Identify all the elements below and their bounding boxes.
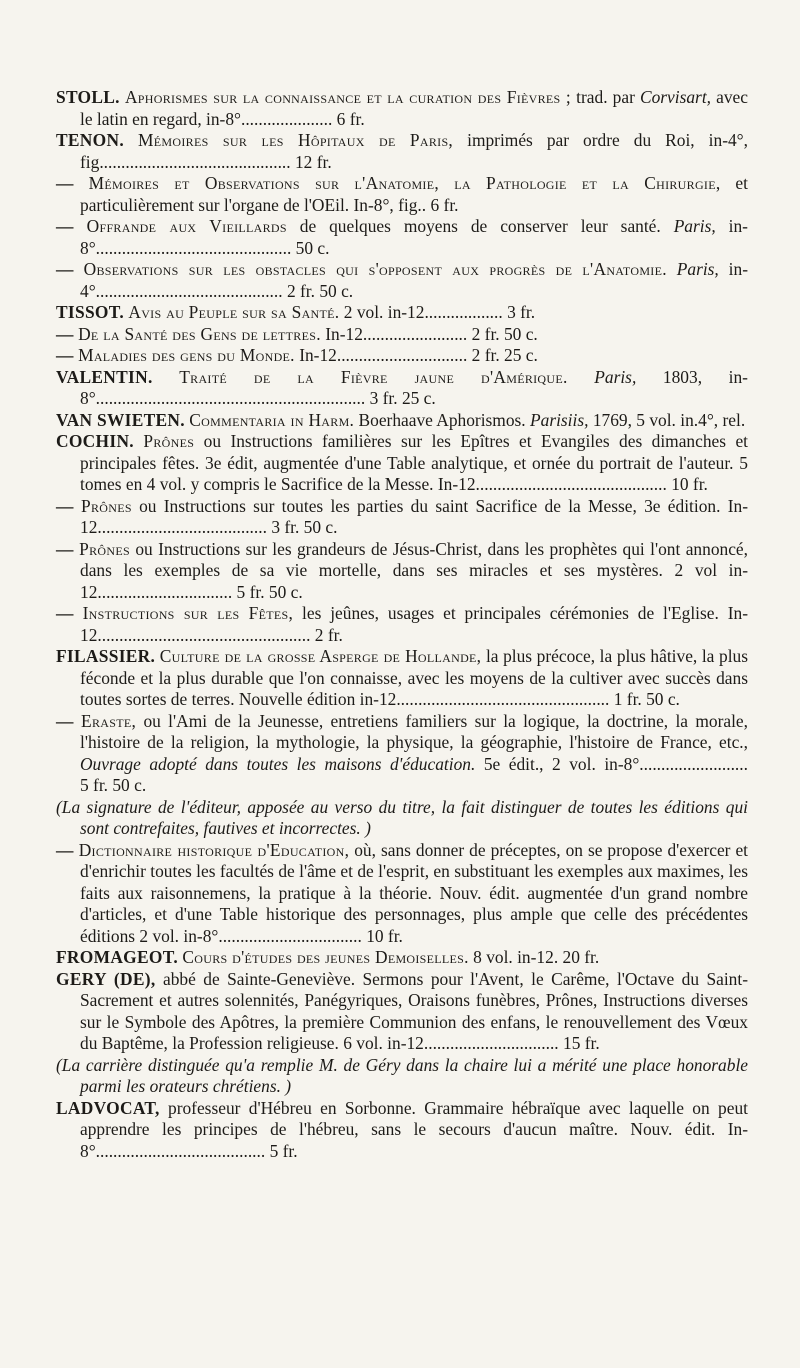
entry-title: Prônes xyxy=(79,538,130,559)
entry-author: TISSOT. xyxy=(56,302,124,322)
entry-price: 10 fr. xyxy=(366,925,403,946)
entry-price: 3 fr. xyxy=(507,302,536,322)
catalogue-entry xyxy=(56,324,748,346)
catalogue-entry xyxy=(56,711,748,797)
entry-title: Mémoires et Observations sur l'Anatomie, la Pathologie et la Chirurgie, xyxy=(88,173,721,193)
entry-text: imprimés par ordre du Roi, in-4°, fig............................................ xyxy=(80,130,748,172)
entry-italic: Ouvrage adopté dans toutes les maisons d'éducation. xyxy=(80,753,476,774)
entry-author: STOLL. xyxy=(56,87,120,107)
entry-text: de quelques moyens de conserver leur santé. xyxy=(299,216,674,236)
entry-title: Eraste, xyxy=(81,710,137,731)
entry-price: 10 fr. xyxy=(671,474,708,494)
entry-title: Culture de la grosse Asperge de Hollande, xyxy=(159,646,482,666)
entry-price: 5 fr. xyxy=(269,1140,298,1161)
entry-text: la plus précoce, la plus hâtive, la plus féconde et la plus durable que l'on connaisse, avec les moyens de la cultiver avec succès dans toutes sortes de terres. Nouvelle édition in-12................................................. xyxy=(80,646,748,709)
entry-title: Observations sur les obstacles qui s'opposent aux progrès de l'Anatomie. xyxy=(83,259,667,279)
entry-title: Instructions sur les Fêtes, xyxy=(82,603,294,623)
entry-title: Maladies des gens du Monde. xyxy=(78,345,295,365)
entry-text: ou l'Ami de la Jeunesse, entretiens familiers sur la logique, la doctrine, la morale, l'histoire de la religion, la mythologie, la physique, la géographie, l'histoire de France, etc., xyxy=(80,710,748,752)
entry-price: 2 fr. 50 c. xyxy=(286,280,354,301)
entry-title: Traité de la Fièvre jaune d'Amérique. xyxy=(179,366,568,387)
entry-price: 5 fr. 50 c. xyxy=(236,581,303,602)
entry-author: — xyxy=(56,216,74,236)
catalogue-entry xyxy=(56,345,748,367)
entry-title: Commentaria in Harm. xyxy=(189,409,355,430)
entry-text: In-12.............................. xyxy=(299,345,468,365)
entry-author: FILASSIER. xyxy=(56,646,156,666)
catalogue-entry xyxy=(56,130,748,173)
entry-text: 8 vol. in-12. xyxy=(468,947,559,967)
entry-text: ou Instructions sur toutes les parties du saint Sacrifice de la Messe, 3e édition. In-12....................................... xyxy=(80,495,748,537)
catalogue-entry xyxy=(56,87,748,130)
entry-author: — xyxy=(56,495,74,516)
entry-title: Aphorismes sur la connaissance et la curation des Fièvres ; xyxy=(124,87,572,107)
entry-author: VALENTIN. xyxy=(56,366,153,387)
entry-title: Prônes xyxy=(143,431,195,451)
entry-text: 5e édit., 2 vol. in-8°......................... xyxy=(475,753,748,774)
entry-price: 6 fr. xyxy=(430,194,459,215)
note-text: (La signature de l'éditeur, apposée au verso du titre, la fait distinguer de toutes les éditions qui sont contrefaites, fautives et incorrectes. ) xyxy=(56,796,748,838)
note-text: (La carrière distinguée qu'a remplie M. de Géry dans la chaire lui a mérité une place honorable parmi les orateurs chrétiens. ) xyxy=(56,1054,748,1096)
entry-author: — xyxy=(56,538,74,559)
entry-price: 2 fr. 25 c. xyxy=(471,345,538,365)
entry-text: où, sans donner de préceptes, on se propose d'exercer et d'enrichir toutes les facultés de l'âme et de l'esprit, en substituant les exemples aux maximes, les faits aux raisonnemens, la pratique à la théorie. Nouv. édit. augmentée d'un grand nombre d'articles, et d'une Table historique des personnages, plus ample que celle des précédentes éditions 2 vol. in-8°................................. xyxy=(80,839,748,946)
entry-author: — xyxy=(56,323,74,344)
entry-text: ou Instructions familières sur les Epîtres et Evangiles des dimanches et principales fêtes. 3e édit, augmentée d'une Table analytique, et ornée du portrait de l'auteur. 5 tomes en 4 vol. y compris le Sacrifice de la Messe. In-12............................................ xyxy=(80,431,748,494)
entry-price: 15 fr. xyxy=(563,1033,600,1053)
entry-price: 3 fr. 25 c. xyxy=(369,388,436,408)
entry-italic: Paris, xyxy=(594,366,637,387)
entry-author: — xyxy=(56,173,74,193)
entry-author: — xyxy=(56,259,74,279)
entry-text: trad. par xyxy=(576,87,640,107)
entry-title: Avis au Peuple sur sa Santé. xyxy=(128,302,340,322)
editor-note xyxy=(56,1055,748,1098)
entry-italic: Paris, xyxy=(676,259,719,279)
entry-text xyxy=(568,367,595,387)
entry-price: 12 fr. xyxy=(294,151,332,172)
entry-title: Dictionnaire historique d'Education, xyxy=(78,839,350,860)
entry-italic: Paris, xyxy=(673,216,716,236)
entry-text: et particulièrement sur l'organe de l'OEil. In-8°, fig.. xyxy=(80,173,748,215)
entry-title: Prônes xyxy=(80,495,132,516)
entry-text: Boerhaave Aphorismos. xyxy=(354,409,530,430)
entry-italic: Parisiis, xyxy=(530,409,589,430)
catalogue-entry xyxy=(56,410,748,432)
entry-text: 1769, 5 vol. in.4°, rel. xyxy=(588,409,746,430)
catalogue-entry xyxy=(56,539,748,604)
entry-text: professeur d'Hébreu en Sorbonne. Grammaire hébraïque avec laquelle on peut apprendre les principes de l'hébreu, sans le secours d'aucun maître. Nouv. édit. In-8°....................................... xyxy=(80,1097,748,1161)
entry-author: — xyxy=(56,839,74,860)
entry-text: 2 vol. in-12.................. xyxy=(343,302,503,322)
catalogue-entry xyxy=(56,947,748,969)
entry-title: Cours d'études des jeunes Demoiselles. xyxy=(182,947,469,967)
entry-price: 2 fr. xyxy=(314,624,343,645)
entry-text: abbé de Sainte-Geneviève. Sermons pour l'Avent, le Carême, l'Octave du Saint-Sacrement et autres solennités, Panégyriques, Oraisons funèbres, Prônes, Instructions diverses sur le Symbole des Apôtres, la première Communion des enfans, le renouvellement des Vœux du Baptême, la Profession religieuse. 6 vol. in-12............................... xyxy=(80,968,748,1053)
entry-title: De la Santé des Gens de lettres. xyxy=(78,323,321,344)
entry-price: 50 c. xyxy=(295,237,330,258)
entry-author: — xyxy=(56,710,74,731)
catalogue-entry xyxy=(56,496,748,539)
entry-title: Offrande aux Vieillards xyxy=(86,216,287,236)
entry-price: 3 fr. 50 c. xyxy=(271,517,338,537)
entry-text: ou Instructions sur les grandeurs de Jésus-Christ, dans les prophètes qui l'ont annoncé, dans les exemples de sa vie mortelle, dans ses miracles et ses mystères. 2 vol in-12............................... xyxy=(80,538,748,602)
entry-price: 5 fr. 50 c. xyxy=(80,775,147,795)
entry-price: 1 fr. 50 c. xyxy=(613,689,680,709)
catalogue-entry xyxy=(56,302,748,324)
entry-text: in-4°........................................... xyxy=(80,259,748,301)
entry-text: 1803, in-8°.............................................................. xyxy=(80,366,748,408)
entry-author: — xyxy=(56,603,74,623)
entry-author: GERY (DE), xyxy=(56,968,156,989)
entry-author: FROMAGEOT. xyxy=(56,947,178,967)
entry-price: 6 fr. xyxy=(336,108,365,129)
entry-text: In-12........................ xyxy=(325,323,468,344)
entry-price: 2 fr. 50 c. xyxy=(471,323,538,344)
catalogue-entry xyxy=(56,367,748,410)
entry-author: — xyxy=(56,345,74,365)
catalogue-entry xyxy=(56,840,748,948)
entry-author: COCHIN. xyxy=(56,431,134,451)
entry-italic: Corvisart, xyxy=(639,87,712,107)
entry-price: 20 fr. xyxy=(562,947,600,967)
catalogue-entry xyxy=(56,431,748,496)
catalogue-entry xyxy=(56,173,748,216)
catalogue-entry xyxy=(56,969,748,1055)
entry-text: avec le latin en regard, in-8°..................... xyxy=(80,87,748,129)
entry-author: TENON. xyxy=(56,130,124,150)
entry-text: les jeûnes, usages et principales cérémonies de l'Eglise. In-12................................................. xyxy=(80,603,748,645)
catalogue-entry xyxy=(56,1098,748,1163)
entry-text: in-8°............................................. xyxy=(80,216,748,258)
editor-note xyxy=(56,797,748,840)
entry-title: Mémoires sur les Hôpitaux de Paris, xyxy=(138,130,454,150)
catalogue-entry xyxy=(56,603,748,646)
catalogue-entry xyxy=(56,259,748,302)
catalogue-entry xyxy=(56,216,748,259)
entry-author: VAN SWIETEN. xyxy=(56,409,185,430)
entry-author: LADVOCAT, xyxy=(56,1097,160,1118)
catalogue-entry xyxy=(56,646,748,711)
entry-text xyxy=(667,259,677,279)
